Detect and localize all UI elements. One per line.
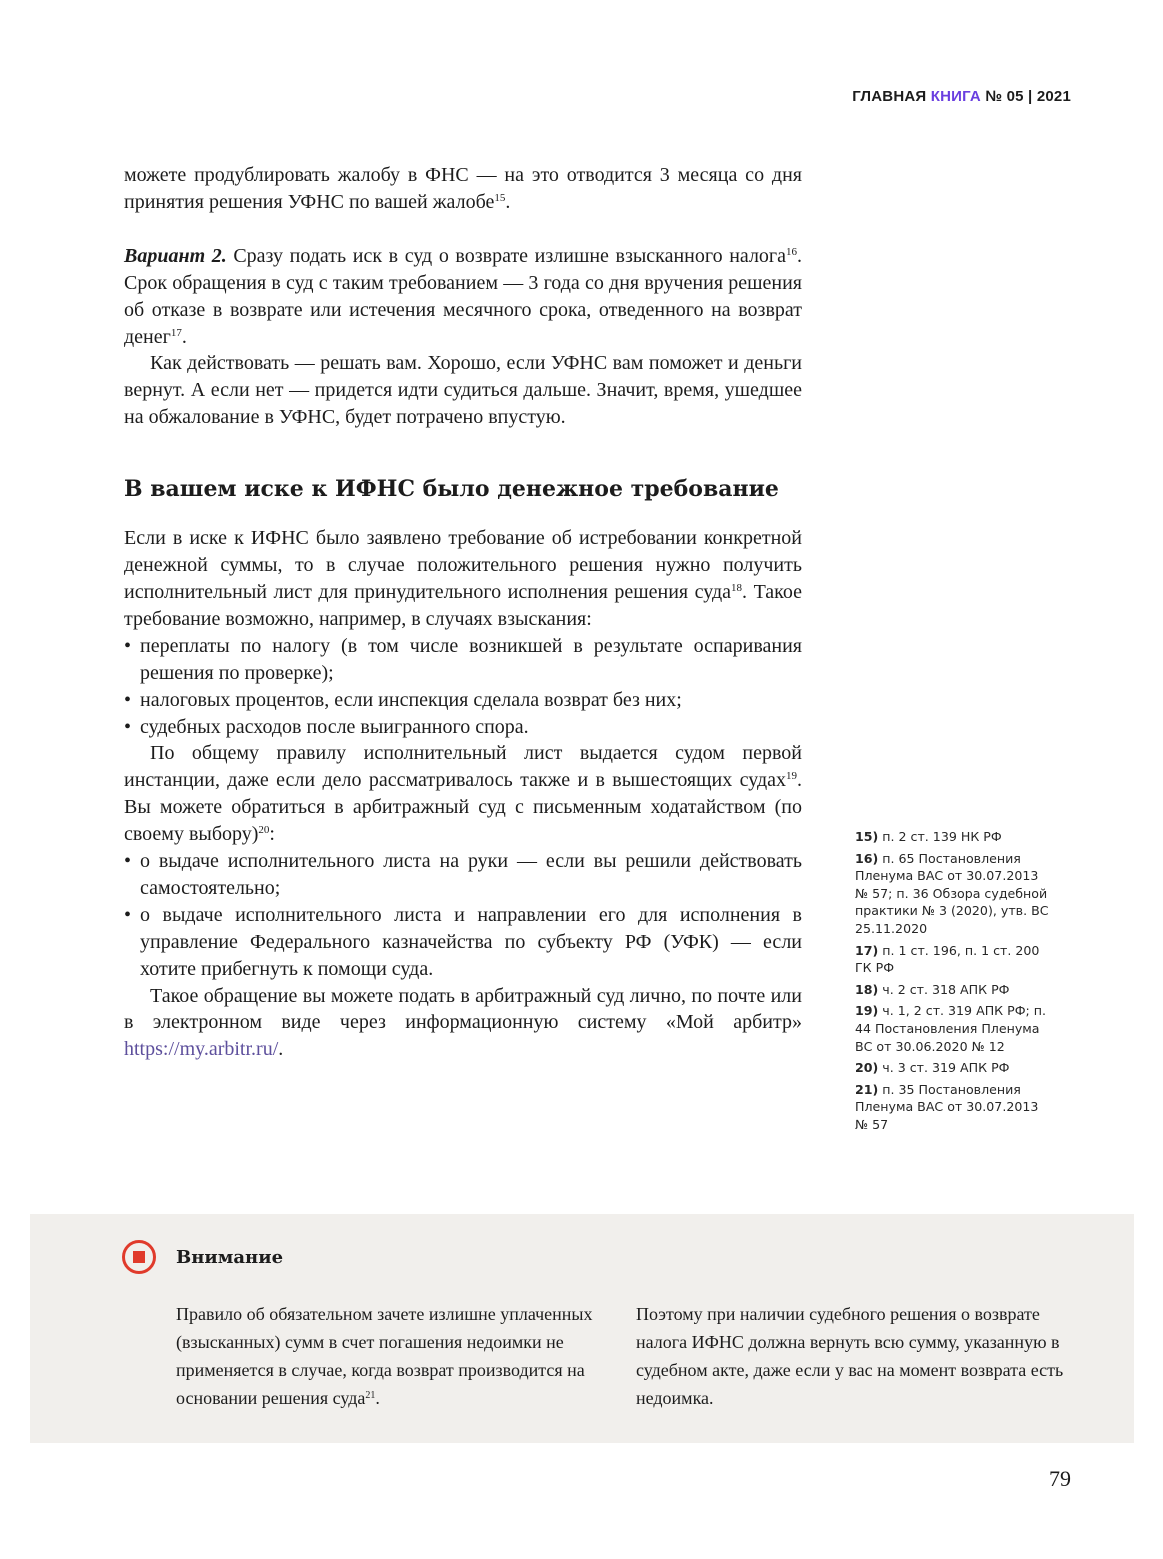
footnote-ref[interactable]: 15 xyxy=(494,191,506,204)
footnote-ref[interactable]: 17 xyxy=(170,326,182,339)
running-header xyxy=(852,88,1071,105)
footnote-ref[interactable]: 16 xyxy=(786,245,798,258)
brand-name: ГЛАВНАЯ xyxy=(852,88,927,105)
footnote: 18) ч. 2 ст. 318 АПК РФ xyxy=(855,981,1010,997)
callout-title: Внимание xyxy=(176,1247,284,1268)
section-heading: В вашем иске к ИФНС было денежное требование xyxy=(124,476,779,503)
callout-column-right: Поэтому при наличии судебного решения о возврате налога ИФНС должна вернуть всю сумму, указанную в судебном акте, даже если у вас на момент возврата есть недоимка. xyxy=(636,1304,1064,1408)
paragraph: Вариант 2. Сразу подать иск в суд о возврате излишне взысканного налога$^{16}$. Срок обращения в суд с таким требованием — 3 года со дня вручения решения об отказе в возврате или истечения месячного срока, отведенного на возврат денег$^{17}$. xyxy=(124,244,803,348)
callout-column-left: Правило об обязательном зачете излишне уплаченных (взысканных) сумм в счет погашения недоимки не применяется в случае, когда возврат производится на основании решения суда$^{21}$. xyxy=(176,1304,593,1408)
list-item: • переплаты по налогу (в том числе возникшей в результате оспаривания решения по проверке); xyxy=(124,633,802,687)
arbitr-link[interactable]: https://my.arbitr.ru/ xyxy=(124,1038,279,1061)
footnote: 16) п. 65 Постановления Пленума ВАС от 30.07.2013 № 57; п. 36 Обзора судебной практики № 3 (2020), утв. ВС 25.11.2020 xyxy=(855,850,1049,936)
footnote: 17) п. 1 ст. 196, п. 1 ст. 200 ГК РФ xyxy=(855,942,1040,976)
footnote-ref[interactable]: 20 xyxy=(258,824,270,837)
list-item: • судебных расходов после выигранного спора. xyxy=(124,714,802,741)
variant-label: Вариант 2. xyxy=(124,244,227,267)
footnote: 21) п. 35 Постановления Пленума ВАС от 30.07.2013 № 57 xyxy=(855,1081,1039,1132)
footnote: 15) п. 2 ст. 139 НК РФ xyxy=(855,829,1002,844)
bullet-list xyxy=(124,633,802,741)
footnote-ref[interactable]: 18 xyxy=(731,581,743,594)
paragraph: Как действовать — решать вам. Хорошо, если УФНС вам поможет и деньги вернут. А если нет — придется идти судиться дальше. Значит, время, ушедшее на обжалование в УФНС, будет потрачено впустую. xyxy=(124,352,802,429)
paragraph: Если в иске к ИФНС было заявлено требование об истребовании конкретной денежной суммы, то в случае положительного решения нужно получить исполнительный лист для принудительного исполнения решения суда$^{18}$. Такое требование возможно, например, в случаях взыскания: xyxy=(124,527,802,630)
main-text xyxy=(124,162,802,1063)
list-item: • о выдаче исполнительного листа и направлении его для исполнения в управление Федерального казначейства по субъекту РФ (УФК) — если хотите прибегнуть к помощи суда. xyxy=(124,902,802,983)
bullet-list xyxy=(124,848,802,983)
paragraph: По общему правилу исполнительный лист выдается судом первой инстанции, даже если дело рассматривалось также и в вышестоящих судах$^{19}$. Вы можете обратиться в арбитражный суд с письменным ходатайством (по своему выбору)$^{20}$: xyxy=(124,742,802,846)
footnote: 20) ч. 3 ст. 319 АПК РФ xyxy=(855,1060,1010,1076)
footnote-ref[interactable]: 19 xyxy=(786,770,797,783)
issue-number: № 05 | 2021 xyxy=(985,88,1071,105)
footnote-ref[interactable]: 21 xyxy=(365,1390,376,1401)
footnote: 19) ч. 1, 2 ст. 319 АПК РФ; п. 44 Постановления Пленума ВС от 30.06.2020 № 12 xyxy=(855,1003,1047,1054)
list-item: • о выдаче исполнительного листа на руки — если вы решили действовать самостоятельно; xyxy=(124,848,802,902)
brand-accent: КНИГА xyxy=(930,88,981,105)
attention-callout xyxy=(30,1214,1134,1443)
paragraph: можете продублировать жалобу в ФНС — на это отводится 3 месяца со дня принятия решения УФНС по вашей жалобе$^{15}$. xyxy=(124,164,802,213)
stop-icon xyxy=(122,1240,156,1274)
paragraph: Такое обращение вы можете подать в арбитражный суд лично, по почте или в электронном виде через информационную систему «Мой арбитр» https://my.arbitr.ru/. xyxy=(124,984,802,1061)
footnotes xyxy=(855,828,1055,1138)
list-item: • налоговых процентов, если инспекция сделала возврат без них; xyxy=(124,687,802,714)
page-number: 79 xyxy=(1049,1466,1071,1491)
